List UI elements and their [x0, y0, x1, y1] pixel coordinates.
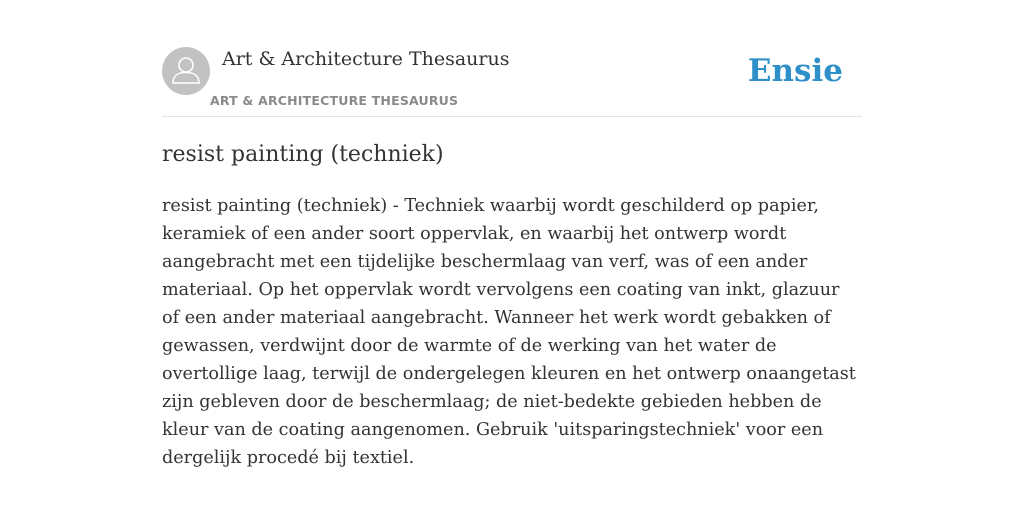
source-subtitle[interactable]: ART & ARCHITECTURE THESAURUS	[210, 93, 459, 108]
page-title: resist painting (techniek)	[162, 142, 444, 167]
definition-text: resist painting (techniek) - Techniek waarbij wordt geschilderd op papier, keramiek of een ander soort oppervlak, en waarbij het ontwerp wordt aangebracht met een tijdelijke beschermlaag van verf, was of een ander materiaal. Op het oppervlak wordt vervolgens een coating van inkt, glazuur of een ander materiaal aangebracht. Wanneer het werk wordt gebakken of gewassen, verdwijnt door de warmte of de werking van het water de overtollige laag, terwijl de ondergelegen kleuren en het ontwerp onaangetast zijn gebleven door de beschermlaag; de niet-bedekte gebieden hebben de kleur van de coating aangenomen. Gebruik 'uitsparingstechniek' voor een dergelijk procedé bij textiel.	[162, 196, 856, 468]
avatar[interactable]	[162, 47, 210, 95]
ensie-logo[interactable]: Ensie	[747, 53, 843, 89]
user-icon	[162, 47, 210, 95]
source-title[interactable]: Art & Architecture Thesaurus	[222, 48, 510, 70]
source-header	[162, 46, 862, 117]
